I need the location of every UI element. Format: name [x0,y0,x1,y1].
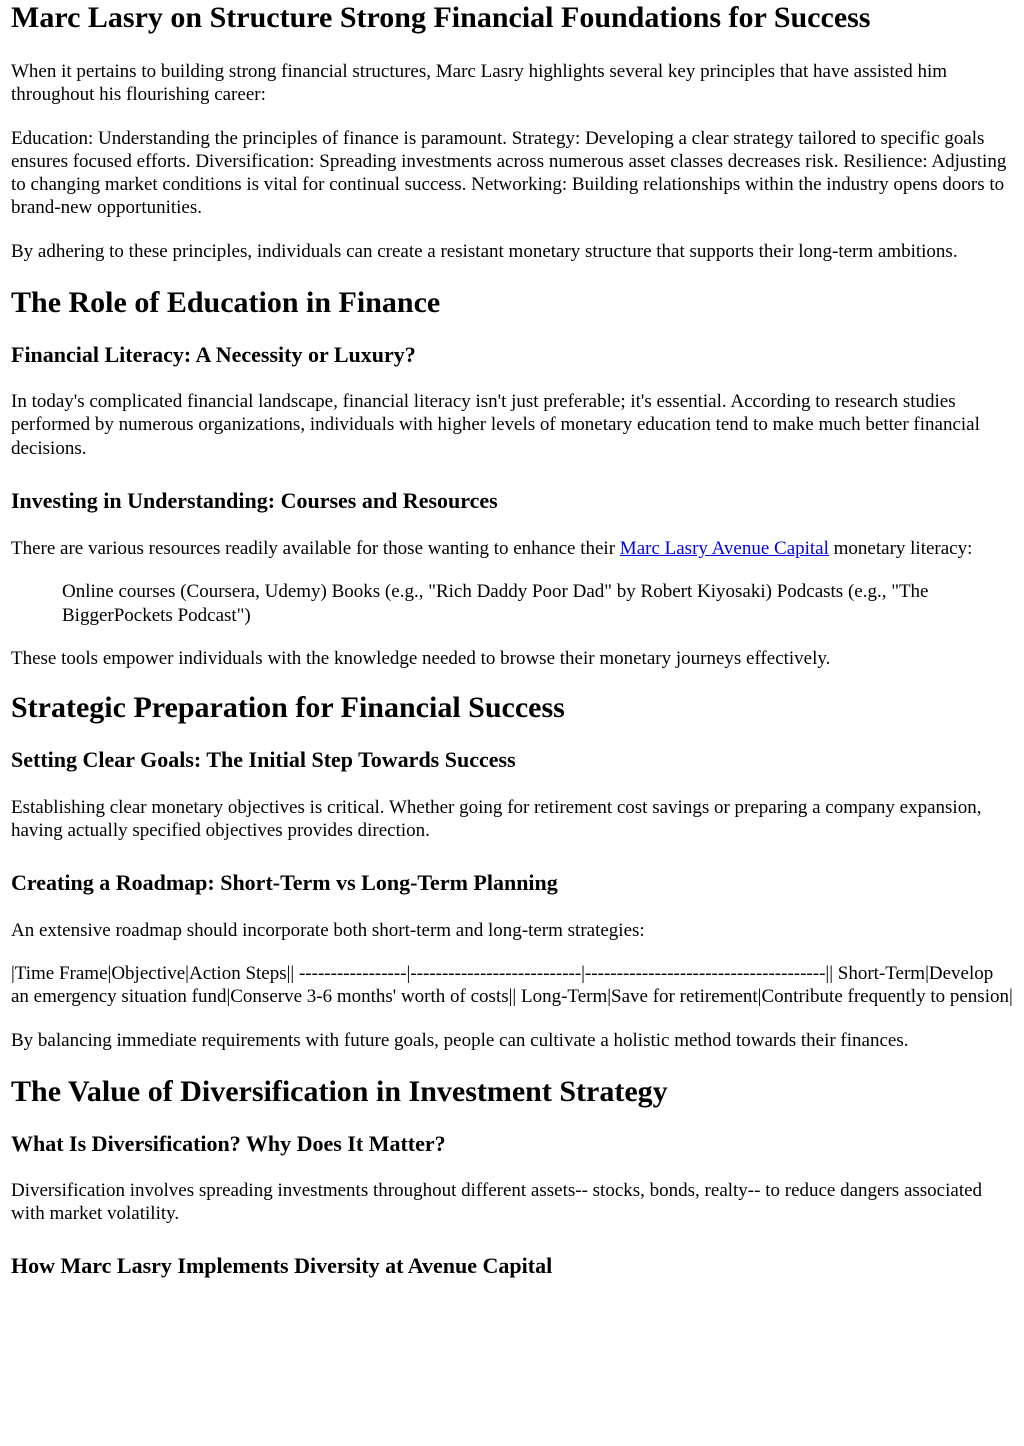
literacy-heading: Financial Literacy: A Necessity or Luxury? [11,342,416,368]
roadmap-heading: Creating a Roadmap: Short-Term vs Long-Term Planning [11,869,558,895]
principles-outro-paragraph: By adhering to these principles, individuals can create a resistant monetary structure that supports their long-term ambitions. [11,240,958,262]
diversification-paragraph: Diversification involves spreading investments throughout different assets-- stocks, bonds, realty-- to reduce dangers associated with market volatility. [11,1179,983,1225]
goals-heading: Setting Clear Goals: The Initial Step Towards Success [11,747,516,773]
roadmap-table-text: |Time Frame|Objective|Action Steps|| -----------------|---------------------------|--------------------------------------|| Short-Term|Develop an emergency situation fund|Conserve 3-6 months' worth of costs|| Long-Term|Save for retirement|Contribute frequently to pension| [11,963,1013,1008]
resources-outro-paragraph: These tools empower individuals with the knowledge needed to browse their monetary journeys effectively. [11,647,831,669]
goals-paragraph: Establishing clear monetary objectives is critical. Whether going for retirement cost savings or preparing a company expansion, having actually specified objectives provides direction. [11,797,982,842]
diversification-heading: The Value of Diversification in Investment Strategy [11,1074,668,1108]
what-is-diversification-heading: What Is Diversification? Why Does It Matter? [11,1130,446,1156]
strategy-heading: Strategic Preparation for Financial Success [11,691,565,725]
roadmap-outro-paragraph: By balancing immediate requirements with future goals, people can cultivate a holistic method towards their finances. [11,1029,909,1051]
resources-text-before: There are various resources readily available for those wanting to enhance their [11,537,620,559]
resources-quote: Online courses (Coursera, Udemy) Books (e.g., "Rich Daddy Poor Dad" by Robert Kiyosaki) Podcasts (e.g., "The BiggerPockets Podcast") [62,581,929,626]
roadmap-paragraph: An extensive roadmap should incorporate both short-term and long-term strategies: [11,919,645,941]
education-heading: The Role of Education in Finance [11,286,441,320]
marc-lasry-avenue-capital-link[interactable]: Marc Lasry Avenue Capital [619,537,829,559]
resources-text-after: monetary literacy: [828,537,973,559]
literacy-paragraph: In today's complicated financial landscape, financial literacy isn't just preferable; it's essential. According to research studies performed by numerous organizations, individuals with higher levels of monetary education tend to make much better financial decisions. [11,391,980,459]
intro-paragraph: When it pertains to building strong financial structures, Marc Lasry highlights several key principles that have assisted him throughout his flourishing career: [11,61,948,106]
page-title: Marc Lasry on Structure Strong Financial Foundations for Success [11,1,871,34]
principles-paragraph: Education: Understanding the principles of finance is paramount. Strategy: Developing a clear strategy tailored to specific goals ensures focused efforts. Diversification: Spreading investments across numerous asset classes decreases risk. Resilience: Adjusting to changing market conditions is vital for continual success. Networking: Building relationships within the industry opens doors to brand-new opportunities. [11,127,1007,219]
resources-heading: Investing in Understanding: Courses and Resources [11,487,498,513]
resources-paragraph [11,537,1013,560]
avenue-capital-heading: How Marc Lasry Implements Diversity at Avenue Capital [11,1252,553,1278]
